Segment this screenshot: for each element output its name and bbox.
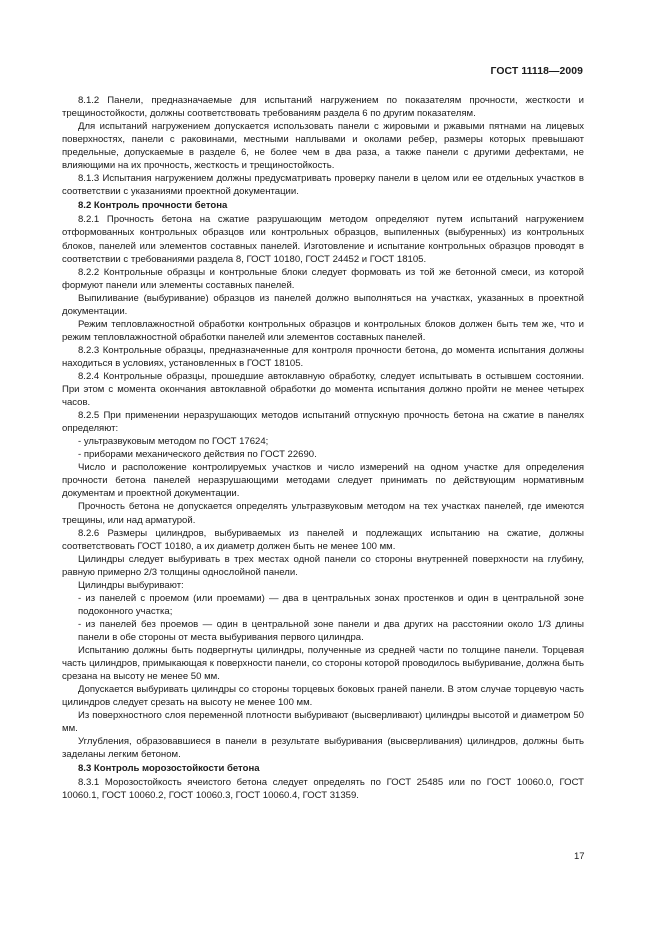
paragraph-cracks: Прочность бетона не допускается определять ультразвуковым методом на тех участках панелей, где имеются трещины, или над арматурой.: [62, 501, 584, 526]
paragraph-8-1-2: 8.1.2 Панели, предназначаемые для испытаний нагружением по показателям прочности, жесткости и трещиностойкости, должны соответствовать требованиям раздела 6 по другим показателям.: [62, 95, 584, 120]
list-item-ultrasonic: - ультразвуковым методом по ГОСТ 17624;: [78, 436, 269, 448]
list-item-with-openings: - из панелей с проемом (или проемами) — два в центральных зонах простенков и один в центральной зоне подоконного участка;: [78, 592, 584, 617]
document-body: [62, 94, 584, 803]
paragraph-8-2-6: 8.2.6 Размеры цилиндров, выбуриваемых из панелей и подлежащих испытанию на сжатие, должны соответствовать ГОСТ 10180, а их диаметр должен быть не менее 100 мм.: [62, 527, 584, 552]
paragraph-side-drilling: Допускается выбуривать цилиндры со стороны торцевых боковых граней панели. В этом случае торцевую часть цилиндров следует срезать на высоту не менее 100 мм.: [62, 684, 584, 709]
paragraph-recesses: Углубления, образовавшиеся в панели в результате выбуривания (высверливания) цилиндров, должны быть заделаны легким бетоном.: [62, 736, 584, 761]
paragraph-control-sites: Число и расположение контролируемых участков и число измерений на одном участке для определения прочности бетона панелей неразрушающими методами следует принимать по действующим нормативным документам и проектной документации.: [62, 462, 584, 500]
paragraph-8-2-3: 8.2.3 Контрольные образцы, предназначенные для контроля прочности бетона, до момента испытания должны находиться в условиях, установленных в ГОСТ 18105.: [62, 344, 584, 369]
paragraph-8-2-2: 8.2.2 Контрольные образцы и контрольные блоки следует формовать из той же бетонной смеси, из которой формуют панели или элементы составных панелей.: [62, 266, 584, 291]
document-header: ГОСТ 11118—2009: [490, 66, 583, 77]
paragraph-testing: Испытанию должны быть подвергнуты цилиндры, полученные из средней части по толщине панели. Торцевая часть цилиндров, примыкающая к поверхности панели, со стороны которой проводилось выбуривание, должна быть срезана на высоту не менее 50 мм.: [62, 644, 584, 683]
paragraph-8-2-4: 8.2.4 Контрольные образцы, прошедшие автоклавную обработку, следует испытывать в остывшем состоянии. При этом с момента окончания автоклавной обработки до момента испытания должно пройти не менее четырех часов.: [62, 370, 584, 409]
page-number: 17: [574, 851, 585, 862]
paragraph-cylinder-places: Цилиндры следует выбуривать в трех местах одной панели со стороны внутренней поверхности на глубину, равную примерно 2/3 толщины однослойной панели.: [62, 553, 584, 578]
paragraph-8-3-1: 8.3.1 Морозостойкость ячеистого бетона следует определять по ГОСТ 25485 или по ГОСТ 10060.0, ГОСТ 10060.1, ГОСТ 10060.2, ГОСТ 10060.3, ГОСТ 10060.4, ГОСТ 31359.: [62, 777, 584, 802]
section-heading-8-2: 8.2 Контроль прочности бетона: [78, 200, 228, 212]
paragraph-8-2-1: 8.2.1 Прочность бетона на сжатие разрушающим методом определяют путем испытаний нагружением отформованных контрольных образцов или контрольных образцов, выпиленных (выбуренных) из контрольных блоков, панелей или элементов составных панелей. Изготовление и испытание контрольных образцов проводят в соответствии с требованиями раздела 8, ГОСТ 10180, ГОСТ 24452 и ГОСТ 18105.: [62, 214, 584, 265]
list-item-without-openings: - из панелей без проемов — один в центральной зоне панели и два других на расстоянии около 1/3 длины панели в обе стороны от места выбуривания первого цилиндра.: [78, 618, 584, 643]
paragraph-sawing: Выпиливание (выбуривание) образцов из панелей должно выполняться на участках, указанных в проектной документации.: [62, 292, 584, 317]
section-heading-8-3: 8.3 Контроль морозостойкости бетона: [78, 763, 260, 775]
paragraph-surface-layer: Из поверхностного слоя переменной плотности выбуривают (высверливают) цилиндры высотой и диаметром 50 мм.: [62, 710, 584, 735]
paragraph-8-1-3: 8.1.3 Испытания нагружением должны предусматривать проверку панели в целом или ее отдельных участков в соответствии с указаниями проектной документации.: [62, 173, 584, 198]
list-item-mechanical: - приборами механического действия по ГОСТ 22690.: [78, 449, 317, 461]
paragraph-8-2-5: 8.2.5 При применении неразрушающих методов испытаний отпускную прочность бетона на сжатие в панелях определяют:: [62, 410, 584, 435]
paragraph-defects: Для испытаний нагружением допускается использовать панели с жировыми и ржавыми пятнами на лицевых поверхностях, панели с раковинами, местными наплывами и околами ребер, размеры которых превышают предельные, допускаемые в разделе 6, не более чем в два раза, а также панели с другими дефектами, не влияющими на их прочность, жесткость и трещиностойкость.: [62, 121, 584, 172]
paragraph-heat-treatment: Режим тепловлажностной обработки контрольных образцов и контрольных блоков должен быть тем же, что и режим тепловлажностной обработки панелей или элементов составных панелей.: [62, 318, 584, 343]
paragraph-cylinders-drilled: Цилиндры выбуривают:: [78, 579, 184, 591]
